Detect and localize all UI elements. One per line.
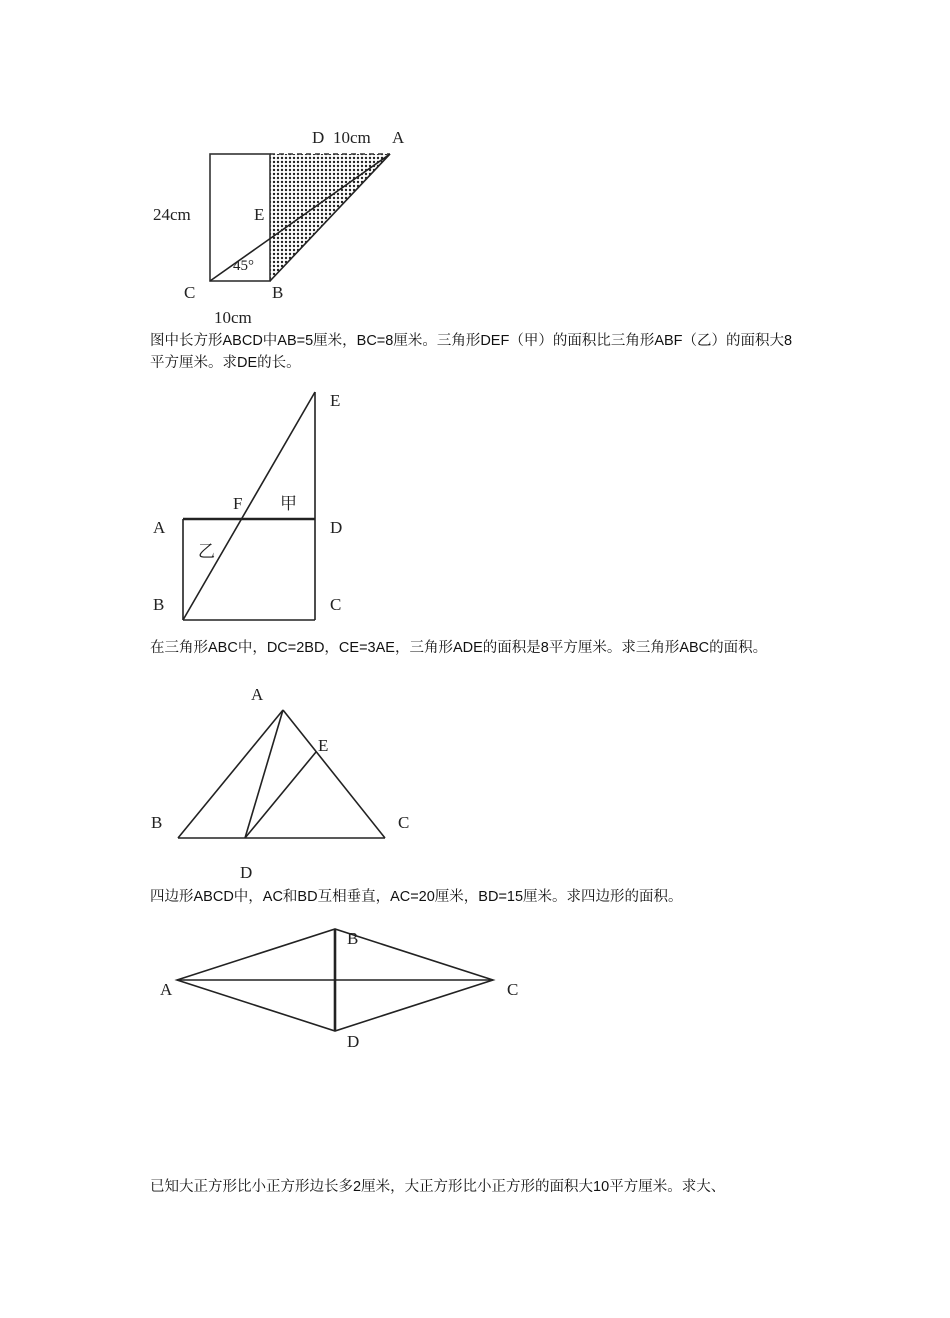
label-e: E: [318, 736, 329, 755]
label-top-length: 10cm: [333, 128, 371, 147]
figure-3-diagram: [140, 680, 430, 885]
label-b: B: [153, 595, 165, 614]
label-c: C: [184, 283, 196, 302]
label-d: D: [330, 518, 343, 537]
label-d: D: [347, 1032, 360, 1051]
label-f: F: [233, 494, 243, 513]
label-e: E: [330, 391, 341, 410]
label-b: B: [272, 283, 284, 302]
problem-2-text: 在三角形ABC中，DC=2BD，CE=3AE，三角形ADE的面积是8平方厘米。求三角形ABC的面积。: [150, 640, 768, 656]
problem-1-text: 图中长方形ABCD中AB=5厘米，BC=8厘米。三角形DEF（甲）的面积比三角形ABF（乙）的面积大8平方厘米。求DE的长。: [150, 333, 793, 371]
label-a: A: [251, 685, 264, 704]
label-c: C: [507, 980, 519, 999]
label-a: A: [160, 980, 173, 999]
label-yi: 乙: [198, 542, 215, 561]
figure-1-diagram: [140, 120, 440, 330]
segment-ab: [178, 710, 283, 838]
label-c: C: [330, 595, 342, 614]
figure-2-diagram: [140, 385, 360, 625]
label-a: A: [392, 128, 405, 147]
label-bottom-length: 10cm: [214, 308, 252, 327]
label-d: D: [240, 863, 253, 882]
label-b: B: [151, 813, 163, 832]
label-side-length: 24cm: [153, 205, 191, 224]
segment-de: [245, 752, 316, 838]
problem-4-text: 已知大正方形比小正方形边长多2厘米，大正方形比小正方形的面积大10平方厘米。求大、: [150, 1179, 726, 1195]
label-a: A: [153, 518, 166, 537]
figure-4-diagram: [150, 918, 530, 1058]
label-angle: 45°: [233, 258, 254, 274]
problem-3-text: 四边形ABCD中，AC和BD互相垂直，AC=20厘米，BD=15厘米。求四边形的面积。: [150, 889, 683, 905]
label-e: E: [254, 205, 265, 224]
label-d: D: [312, 128, 325, 147]
label-c: C: [398, 813, 410, 832]
label-b: B: [347, 929, 359, 948]
label-jia: 甲: [280, 494, 297, 513]
segment-ad: [245, 710, 283, 838]
